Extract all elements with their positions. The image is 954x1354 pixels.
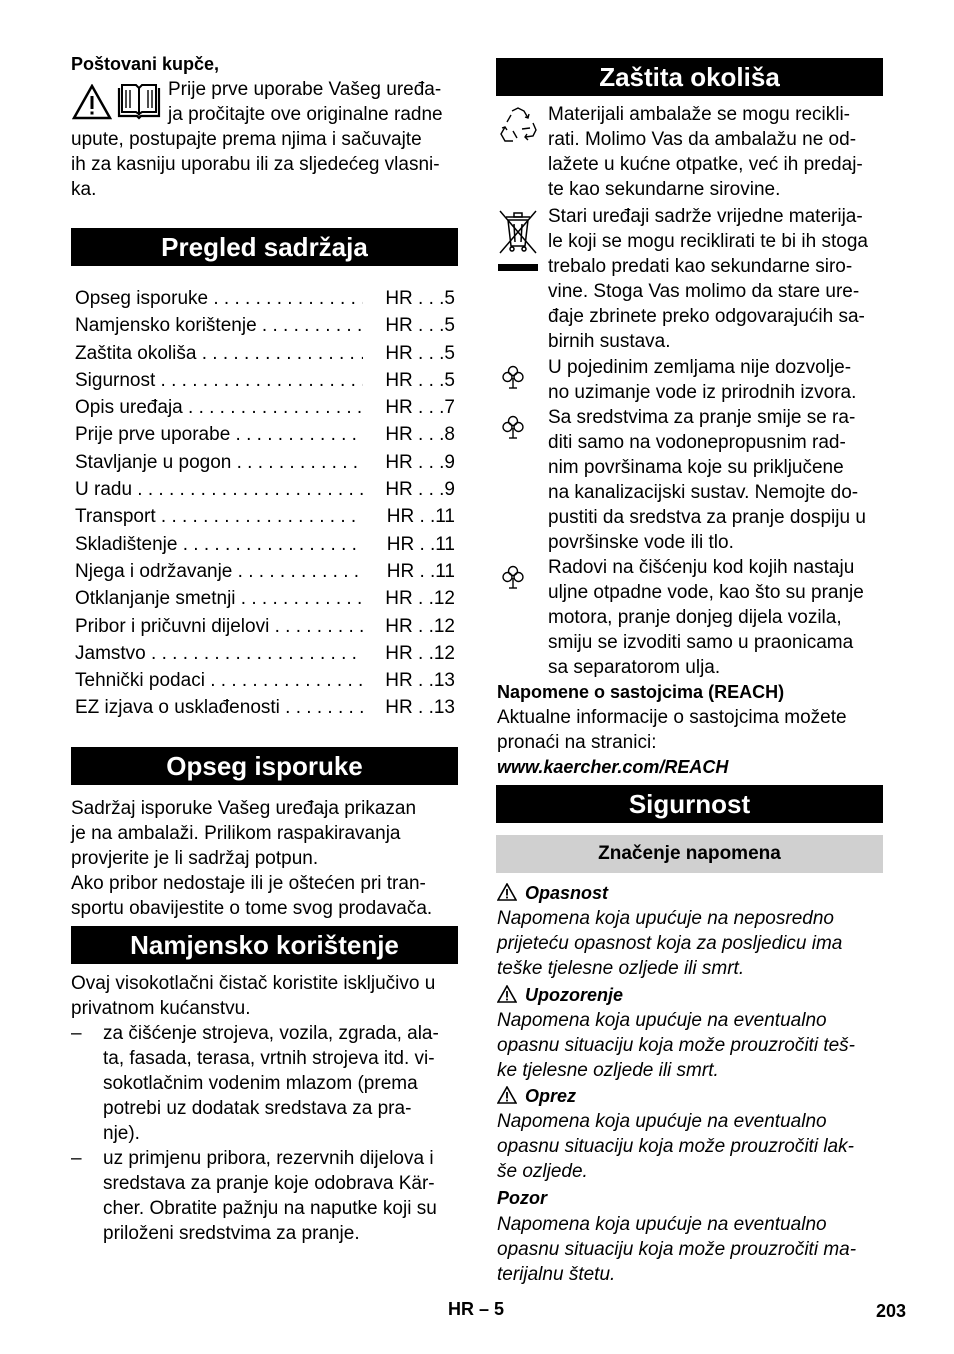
warning-icon	[497, 985, 517, 1003]
text-line: Napomena koja upućuje na eventualno	[497, 1214, 827, 1235]
toc-entry[interactable]: Otklanjanje smetnji . . . HR . .12	[75, 585, 455, 612]
text-line: uz primjenu pribora, rezervnih dijelova i	[103, 1148, 434, 1169]
environment-tree-icon	[500, 364, 526, 390]
danger-label	[497, 881, 608, 906]
text-line: provjerite je li sadržaj potpun.	[71, 848, 319, 869]
bullet-item	[103, 1146, 437, 1246]
text-line: ka.	[71, 179, 97, 200]
toc-entry[interactable]: Opis uređaja . . . HR . . .7	[75, 394, 455, 421]
text-line: Aktualne informacije o sastojcima možete	[497, 707, 847, 728]
text-line: pustiti da sredstva za pranje dospiju u	[548, 507, 866, 528]
bullet-dash: –	[71, 1023, 82, 1044]
weee-paragraph	[548, 204, 868, 354]
toc-entry[interactable]: Opseg isporuke . . . HR . . .5	[75, 285, 455, 312]
text-line: teške tjelesne ozljede ili smrt.	[497, 958, 745, 979]
toc-entry[interactable]: Prije prve uporabe . . . HR . . .8	[75, 421, 455, 448]
caution-label	[497, 1084, 576, 1109]
warning-icon	[497, 883, 517, 901]
toc-entry[interactable]: Transport . . . HR . .11	[75, 503, 455, 530]
toc-entry[interactable]: Skladištenje . . . HR . .11	[75, 531, 455, 558]
environment-heading: Zaštita okoliša	[496, 58, 883, 96]
text-line: birnih sustava.	[548, 331, 671, 352]
bullet-item	[103, 1021, 439, 1146]
detergent-paragraph	[548, 405, 866, 555]
water-paragraph	[548, 355, 856, 405]
recycling-paragraph	[548, 102, 863, 202]
attention-label: Pozor	[497, 1188, 548, 1208]
text-line: Sa sredstvima za pranje smije se ra-	[548, 407, 856, 428]
warning-icon	[497, 1086, 517, 1104]
scope-paragraph	[71, 796, 432, 921]
intended-use-heading: Namjensko korištenje	[71, 926, 458, 964]
greeting: Poštovani kupče,	[71, 54, 220, 74]
text-line: je na ambalaži. Prilikom raspakiravanja	[71, 823, 401, 844]
safety-heading: Sigurnost	[496, 785, 883, 823]
text-line: no uzimanje vode iz prirodnih izvora.	[548, 382, 857, 403]
text-line: terijalnu štetu.	[497, 1264, 616, 1285]
environment-tree-icon	[500, 564, 526, 590]
text-line: za čišćenje strojeva, vozila, zgrada, ala-	[103, 1023, 439, 1044]
reach-link[interactable]: www.kaercher.com/REACH	[497, 757, 729, 777]
toc-entry[interactable]: EZ izjava o usklađenosti . . . HR . .13	[75, 694, 455, 721]
footer-section-label: HR – 5	[448, 1299, 505, 1319]
text-line: cher. Obratite pažnju na naputke koji su	[103, 1198, 437, 1219]
table-of-contents	[75, 285, 455, 722]
toc-entry[interactable]: Stavljanje u pogon . . . HR . . .9	[75, 449, 455, 476]
text-line: sredstava za pranje koje odobrava Kär-	[103, 1173, 435, 1194]
text-line: sa separatorom ulja.	[548, 657, 721, 678]
text-line: upute, postupajte prema njima i sačuvajte	[71, 129, 422, 150]
scope-heading: Opseg isporuke	[71, 747, 458, 785]
toc-entry[interactable]: Njega i održavanje . . . HR . .11	[75, 558, 455, 585]
text-line: pronaći na stranici:	[497, 732, 657, 753]
toc-heading: Pregled sadržaja	[71, 228, 458, 266]
text-line: Sadržaj isporuke Vašeg uređaja prikazan	[71, 798, 417, 819]
text-line: lažete u kućne otpatke, već ih predaj-	[548, 154, 863, 175]
text-line: ke tjelesne ozljede ili smrt.	[497, 1060, 719, 1081]
caution-title: Oprez	[525, 1086, 577, 1106]
text-line: U pojedinim zemljama nije dozvolje-	[548, 357, 852, 378]
text-line: đaje zbrinete preko odgovarajućih sa-	[548, 306, 865, 327]
recycling-icon	[497, 106, 539, 146]
text-line: Ovaj visokotlačni čistač koristite isključivo u	[71, 973, 436, 994]
toc-entry[interactable]: Zaštita okoliša . . . HR . . .5	[75, 340, 455, 367]
text-line: diti samo na vodonepropusnim rad-	[548, 432, 846, 453]
danger-text	[497, 906, 842, 981]
text-line: Napomena koja upućuje na eventualno	[497, 1111, 827, 1132]
text-line: opasnu situaciju koja može prouzročiti ma-	[497, 1239, 857, 1260]
toc-entry[interactable]: U radu . . . HR . . .9	[75, 476, 455, 503]
text-line: prijeteću opasnost koja za posljedicu ima	[497, 933, 843, 954]
text-line: površinske vode ili tlo.	[548, 532, 734, 553]
text-line: priloženi sredstvima za pranje.	[103, 1223, 360, 1244]
toc-entry[interactable]: Sigurnost . . . HR . . .5	[75, 367, 455, 394]
text-line: sokotlačnim vodenim mlazom (prema	[103, 1073, 418, 1094]
text-line: še ozljede.	[497, 1161, 588, 1182]
text-line: rati. Molimo Vas da ambalažu ne od-	[548, 129, 857, 150]
text-line: te kao sekundarne sirovine.	[548, 179, 781, 200]
warning-label	[497, 983, 623, 1008]
text-line: Prije prve uporabe Vašeg uređa-	[168, 79, 442, 100]
bullet-dash: –	[71, 1148, 82, 1169]
notes-heading: Značenje napomena	[496, 835, 883, 873]
text-line: opasnu situaciju koja može prouzročiti teš-	[497, 1035, 856, 1056]
text-line: Radovi na čišćenju kod kojih nastaju	[548, 557, 855, 578]
text-line: Materijali ambalaže se mogu recikli-	[548, 104, 850, 125]
caution-text	[497, 1109, 854, 1184]
text-line: na kanalizacijski sustav. Nemojte do-	[548, 482, 859, 503]
text-line: Napomena koja upućuje na eventualno	[497, 1010, 827, 1031]
toc-entry[interactable]: Namjensko korištenje . . . HR . . .5	[75, 312, 455, 339]
text-line: smiju se izvoditi samo u praonicama	[548, 632, 854, 653]
text-line: ja pročitajte ove originalne radne	[168, 104, 443, 125]
danger-title: Opasnost	[525, 883, 609, 903]
text-line: potrebi uz dodatak sredstava za pra-	[103, 1098, 412, 1119]
text-line: privatnom kućanstvu.	[71, 998, 251, 1019]
intended-use-paragraph	[71, 971, 435, 1021]
text-line: sportu obavijestite o tome svog prodavača.	[71, 898, 433, 919]
warning-text	[497, 1008, 855, 1083]
text-line: Stari uređaji sadrže vrijedne materija-	[548, 206, 863, 227]
oil-paragraph	[548, 555, 864, 680]
environment-tree-icon	[500, 414, 526, 440]
toc-entry[interactable]: Tehnički podaci . . . HR . .13	[75, 667, 455, 694]
intro-paragraph	[71, 77, 443, 202]
text-line: trebalo predati kao sekundarne siro-	[548, 256, 853, 277]
attention-text	[497, 1212, 856, 1287]
text-line: nje).	[103, 1123, 140, 1144]
text-line: opasnu situaciju koja može prouzročiti lak-	[497, 1136, 854, 1157]
toc-entry[interactable]: Pribor i pričuvni dijelovi . . . HR . .12	[75, 613, 455, 640]
warning-title: Upozorenje	[525, 985, 624, 1005]
reach-paragraph	[497, 705, 847, 755]
text-line: ta, fasada, terasa, vrtnih strojeva itd. vi-	[103, 1048, 435, 1069]
page-number: 203	[876, 1301, 907, 1321]
text-line: nim površinama koje su priključene	[548, 457, 844, 478]
text-line: uljne otpadne vode, kao što su pranje	[548, 582, 864, 603]
text-line: le koji se mogu reciklirati te bi ih stoga	[548, 231, 868, 252]
text-line: Napomena koja upućuje na neposredno	[497, 908, 834, 929]
text-line: vine. Stoga Vas molimo da stare ure-	[548, 281, 860, 302]
reach-heading: Napomene o sastojcima (REACH)	[497, 682, 785, 702]
text-line: motora, pranje donjeg dijela vozila,	[548, 607, 842, 628]
crossed-out-bin-icon	[497, 208, 539, 274]
toc-entry[interactable]: Jamstvo . . . HR . .12	[75, 640, 455, 667]
text-line: Ako pribor nedostaje ili je oštećen pri tran-	[71, 873, 426, 894]
text-line: ih za kasniju uporabu ili za sljedećeg vlasni-	[71, 154, 440, 175]
